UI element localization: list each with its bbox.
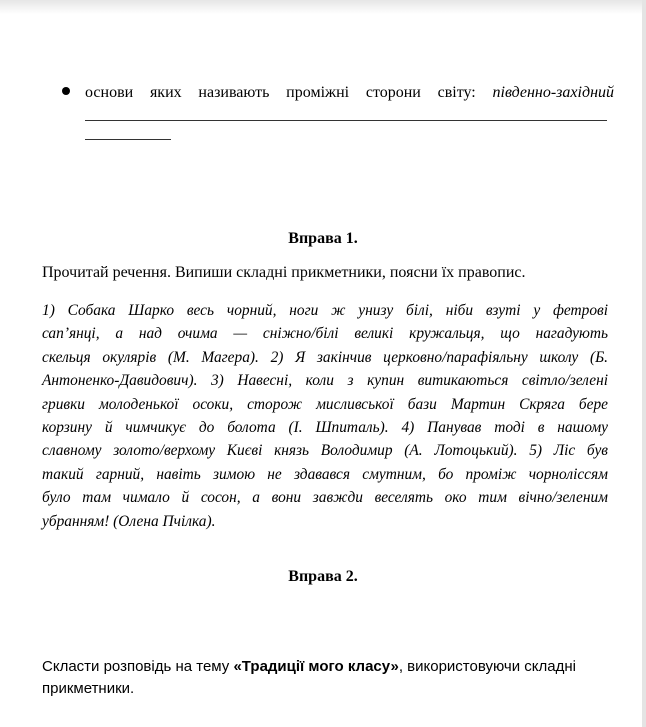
- task-prefix: Скласти розповідь на тему: [42, 658, 234, 675]
- sentence-line: сап’янці, а над очима — сніжно/білі великі кружальця, що нагадують: [42, 325, 608, 343]
- top-edge-shadow: [0, 0, 646, 14]
- sentence-line: корзину й чимчикує до болота (І. Шпиталь). 4) Панував тоді в нашому: [42, 418, 608, 436]
- sentence-line: убранням! (Олена Пчілка).: [42, 512, 216, 530]
- sentence-line: було там чимало й сосон, а вони завжди веселять око тим вічно/зеленим: [42, 489, 608, 507]
- bullet-dot-icon: [62, 87, 70, 95]
- exercise-1-sentences: [42, 299, 608, 533]
- bullet-example: південно-західний: [492, 84, 614, 101]
- sentence-line: такий гарний, навіть зимою не здавався смутним, бо проміж чорноліссям: [42, 465, 608, 483]
- task-suffix: , використовуючи складні: [398, 658, 576, 675]
- sentence-line: скельця окулярів (М. Магера). 2) Я закінчив церковно/парафіяльну школу (Б.: [42, 348, 608, 366]
- exercise-2-title: Вправа 2.: [288, 568, 358, 585]
- bullet-text: [85, 82, 614, 104]
- scrollbar-track[interactable]: [642, 0, 646, 727]
- task-topic: «Традиції мого класу»: [233, 658, 399, 675]
- exercise-2-task: [42, 656, 612, 700]
- sentence-line: 1) Собака Шарко весь чорний, ноги ж унизу білі, ніби взуті у фетрові: [42, 302, 608, 319]
- answer-line: [85, 120, 607, 121]
- exercise-1-title: Вправа 1.: [288, 230, 358, 247]
- answer-line-short: [85, 139, 171, 140]
- sentence-line: славному золото/верхому Києві князь Володимир (А. Лотоцький). 5) Ліс був: [42, 442, 608, 460]
- task-line-1: [42, 656, 612, 678]
- task-line-2: прикметники.: [42, 680, 135, 697]
- sentence-line: Антоненко-Давидович). 3) Навесні, коли з купин витикаються світло/зелені: [42, 372, 608, 390]
- exercise-1-instruction: Прочитай речення. Випиши складні прикметники, поясни їх правопис.: [42, 264, 526, 281]
- sentence-line: гривки молоденької осоки, сторож мисливської бази Мартин Скряга бере: [42, 395, 608, 413]
- bullet-text-main: основи яких називають проміжні сторони світу:: [85, 84, 476, 101]
